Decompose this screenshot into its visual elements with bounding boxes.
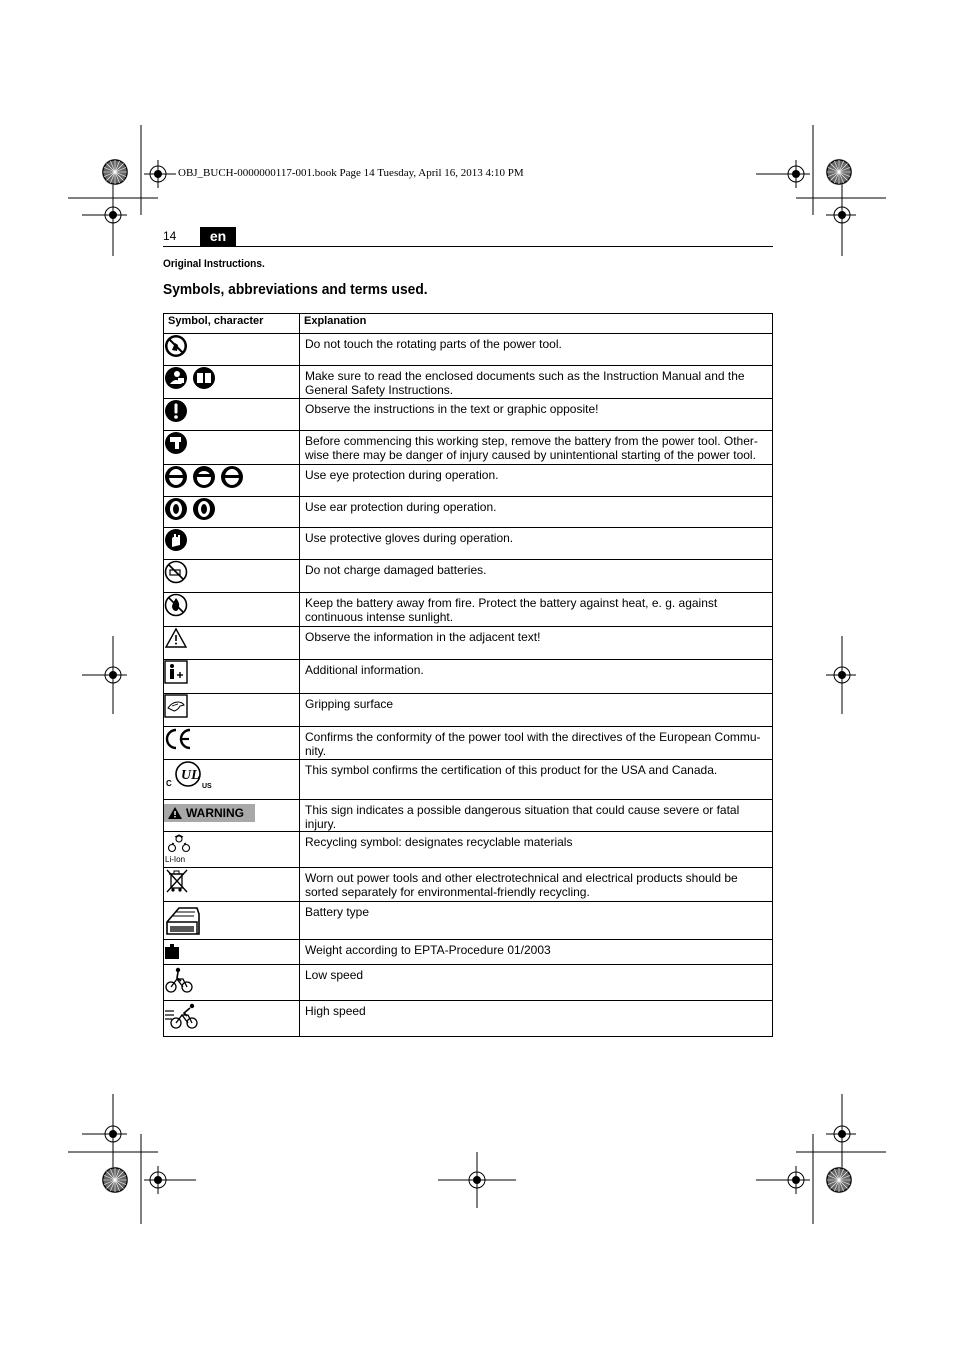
- row-text: Use protective gloves during operation.: [300, 528, 773, 560]
- table-row: [164, 800, 773, 832]
- column-header-symbol: Symbol, character: [164, 314, 300, 334]
- do-not-touch-rotating-icon: [164, 334, 188, 358]
- no-fire-icon: [164, 593, 188, 617]
- row-text: Observe the information in the adjacent text!: [300, 627, 773, 660]
- row-text: Make sure to read the enclosed documents such as the Instruction Manual and the General Safety Instructions.: [300, 366, 773, 399]
- row-text: Weight according to EPTA-Procedure 01/2003: [300, 940, 773, 965]
- ce-mark-icon: [164, 727, 192, 751]
- warning-triangle-icon: [164, 627, 188, 649]
- row-text: Confirms the conformity of the power tool with the directives of the European Commu-nity.: [300, 727, 773, 760]
- row-text: Worn out power tools and other electrotechnical and electrical products should be sorted separately for environmental-friendly recycling.: [300, 868, 773, 902]
- row-text: This sign indicates a possible dangerous situation that could cause severe or fatal injury.: [300, 800, 773, 832]
- row-text: Do not charge damaged batteries.: [300, 560, 773, 593]
- row-text: Use eye protection during operation.: [300, 465, 773, 497]
- table-row: [164, 902, 773, 940]
- row-text: Low speed: [300, 965, 773, 1001]
- row-text: Keep the battery away from fire. Protect the battery against heat, e. g. against continuous intense sunlight.: [300, 593, 773, 627]
- li-ion-label: Li-Ion: [165, 855, 186, 864]
- table-row: [164, 528, 773, 560]
- table-row: [164, 366, 773, 399]
- row-text: Additional information.: [300, 660, 773, 694]
- table-row: [164, 593, 773, 627]
- no-damaged-battery-icon: [164, 560, 188, 584]
- protective-gloves-icon: [164, 528, 188, 552]
- table-header-row: [164, 314, 773, 334]
- table-row: [164, 694, 773, 727]
- eye-protection-icon: [164, 465, 244, 489]
- table-row: [164, 760, 773, 800]
- row-text: Use ear protection during operation.: [300, 497, 773, 528]
- table-row: [164, 497, 773, 528]
- read-manual-icon: [164, 366, 216, 390]
- row-text: Gripping surface: [300, 694, 773, 727]
- table-row: [164, 1001, 773, 1037]
- svg-text:US: US: [202, 783, 212, 790]
- ul-mark-icon: [164, 760, 216, 792]
- battery-icon: [164, 904, 202, 938]
- remove-battery-icon: [164, 431, 188, 455]
- warning-badge-icon: [168, 807, 182, 819]
- page-number: 14: [163, 229, 177, 243]
- table-row: [164, 465, 773, 497]
- table-row: [164, 832, 773, 868]
- row-text: Battery type: [300, 902, 773, 940]
- table-row: [164, 868, 773, 902]
- exclamation-icon: [164, 399, 188, 423]
- weight-icon: [164, 944, 180, 960]
- section-title: Symbols, abbreviations and terms used.: [163, 281, 428, 298]
- symbols-table: [163, 313, 773, 1037]
- high-speed-icon: [164, 1001, 200, 1031]
- table-row: [164, 727, 773, 760]
- table-row: [164, 965, 773, 1001]
- table-row: [164, 660, 773, 694]
- gripping-surface-icon: [164, 694, 188, 718]
- subtitle: Original Instructions.: [163, 258, 265, 270]
- info-icon: [164, 660, 188, 684]
- header-rule: [163, 246, 773, 247]
- ear-protection-icon: [164, 497, 216, 521]
- warning-badge-label: WARNING: [186, 806, 244, 820]
- row-text: Before commencing this working step, remove the battery from the power tool. Other-wise there may be danger of injury caused by unintentional starting of the power tool.: [300, 431, 773, 465]
- table-row: [164, 431, 773, 465]
- svg-text:UL: UL: [181, 768, 200, 783]
- row-text: Do not touch the rotating parts of the power tool.: [300, 334, 773, 366]
- language-tab: en: [200, 227, 236, 246]
- table-row: [164, 560, 773, 593]
- table-row: [164, 399, 773, 431]
- low-speed-icon: [164, 965, 194, 995]
- warning-badge: [164, 804, 255, 822]
- print-slug: OBJ_BUCH-0000000117-001.book Page 14 Tuesday, April 16, 2013 4:10 PM: [178, 167, 524, 179]
- svg-text:C: C: [166, 779, 172, 788]
- table-row: [164, 334, 773, 366]
- table-row: [164, 940, 773, 965]
- weee-bin-icon: [164, 868, 190, 894]
- row-text: High speed: [300, 1001, 773, 1037]
- row-text: This symbol confirms the certification of this product for the USA and Canada.: [300, 760, 773, 800]
- row-text: Observe the instructions in the text or graphic opposite!: [300, 399, 773, 431]
- column-header-explanation: Explanation: [300, 314, 773, 334]
- recycling-icon: [164, 834, 194, 866]
- row-text: Recycling symbol: designates recyclable materials: [300, 832, 773, 868]
- table-row: [164, 627, 773, 660]
